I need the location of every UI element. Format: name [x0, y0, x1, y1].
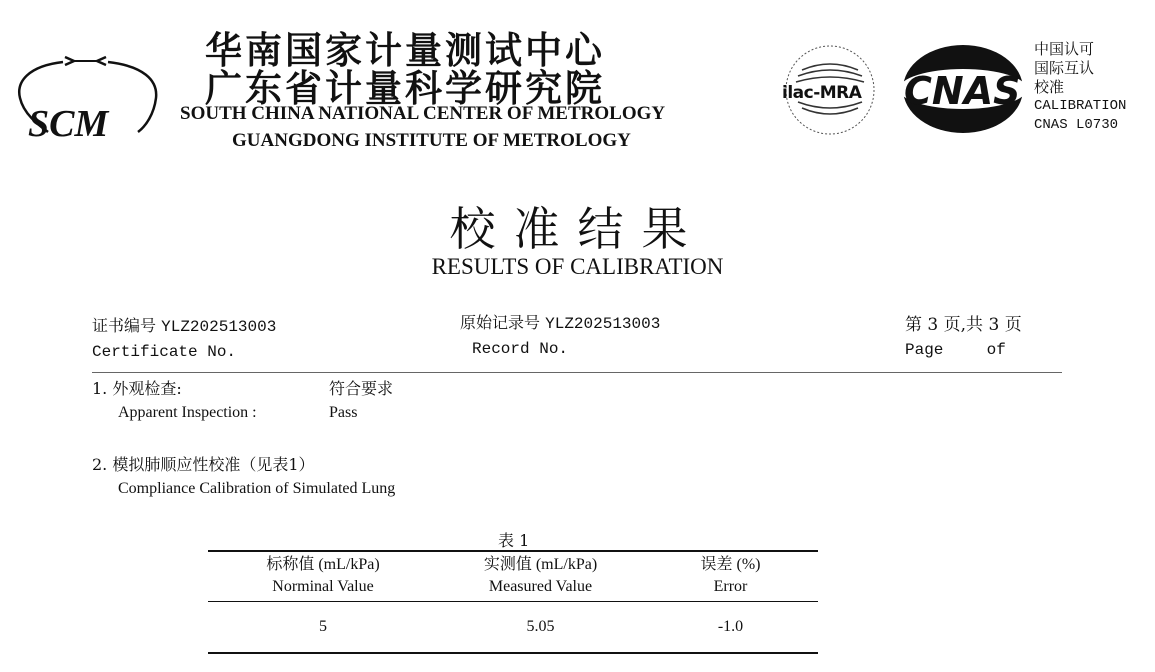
table-caption: 表 1: [498, 531, 530, 550]
page-cn-mid: 页,共: [943, 315, 984, 335]
accreditation-cn-line3: 校准: [1034, 78, 1065, 96]
record-number: [460, 310, 660, 362]
org-name-cn-line2: 广东省计量科学研究院: [205, 66, 605, 110]
accreditation-cn-line2: 国际互认: [1034, 59, 1095, 77]
certificate-number: [92, 313, 276, 365]
cell-measured-value: 5.05: [526, 618, 555, 635]
certificate-value: YLZ202513003: [161, 318, 277, 336]
header-measured-en: Measured Value: [488, 578, 593, 595]
header-nominal: [208, 551, 438, 602]
certificate-label-cn: 证书编号: [92, 316, 157, 335]
section1-title-cn: 1. 外观检查:: [92, 379, 182, 398]
document-subtitle: RESULTS OF CALIBRATION: [431, 254, 724, 279]
cnas-text: CNAS: [904, 69, 1021, 113]
section2-title-en: Compliance Calibration of Simulated Lung: [118, 480, 396, 497]
section1-value-cn: 符合要求: [329, 379, 394, 398]
section2-title-cn: 2. 模拟肺顺应性校准（见表1）: [92, 455, 315, 474]
header-divider: [92, 372, 1062, 373]
cnas-logo: [898, 42, 1028, 137]
page-info: [905, 313, 1022, 363]
section-compliance-calibration: [92, 453, 395, 501]
header-nominal-en: Norminal Value: [272, 578, 374, 595]
record-label-cn: 原始记录号: [460, 313, 541, 332]
org-name-en-line1: SOUTH CHINA NATIONAL CENTER OF METROLOGY: [180, 103, 666, 124]
header-measured-cn: 实测值 (mL/kPa): [483, 556, 598, 573]
header-error: [643, 551, 818, 602]
accreditation-block: [1034, 40, 1126, 135]
org-name-cn-line1: 华南国家计量测试中心: [205, 28, 605, 72]
table-header-row: [208, 551, 818, 602]
header-error-cn: 误差 (%): [700, 556, 761, 573]
scm-logo-text: SCM: [28, 103, 109, 145]
page-en-of: of: [986, 341, 1006, 359]
page-total: 3: [988, 315, 1000, 335]
ilac-mra-logo: [778, 40, 883, 140]
accreditation-code: CNAS L0730: [1034, 117, 1119, 133]
calibration-table: [208, 550, 818, 654]
calibration-table-wrap: [208, 550, 818, 654]
section1-title-en: Apparent Inspection :: [118, 404, 257, 421]
header-nominal-cn: 标称值 (mL/kPa): [266, 556, 380, 573]
document-title: 校准结果: [449, 202, 706, 256]
certificate-label-en: Certificate No.: [92, 343, 237, 361]
page-current: 3: [927, 315, 939, 335]
section-apparent-inspection: [92, 377, 394, 425]
table-row: [208, 602, 818, 654]
page-cn-prefix: 第: [905, 315, 922, 335]
record-value: YLZ202513003: [545, 315, 661, 333]
ilac-mra-text: ilac-MRA: [782, 83, 862, 103]
header-measured: [438, 551, 643, 602]
accreditation-cn-line1: 中国认可: [1034, 40, 1095, 58]
header-error-en: Error: [713, 578, 748, 595]
section1-value-en: Pass: [329, 404, 358, 421]
cell-error-value: -1.0: [717, 618, 744, 635]
record-label-en: Record No.: [472, 340, 569, 358]
scm-logo: [8, 40, 173, 150]
org-name-en-line2: GUANGDONG INSTITUTE OF METROLOGY: [232, 130, 631, 151]
page-cn-suffix: 页: [1004, 315, 1022, 335]
page-en-page: Page: [905, 341, 944, 359]
cell-nominal-value: 5: [319, 618, 327, 635]
accreditation-en-line: CALIBRATION: [1034, 98, 1127, 114]
